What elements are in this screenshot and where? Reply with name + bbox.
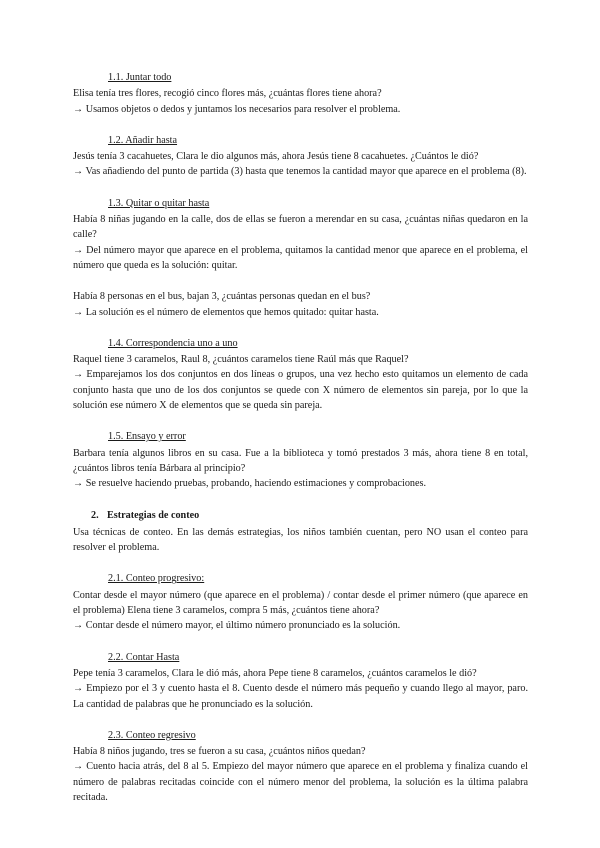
section-1-3 [73,196,528,320]
section-1-1 [73,70,528,117]
major-number: 2. [91,509,99,521]
problem-text: Raquel tiene 3 caramelos, Raul 8, ¿cuántos caramelos tiene Raúl más que Raquel? [73,354,409,366]
section-title: 1.2. Añadir hasta [108,134,178,146]
section-1-5 [73,429,528,491]
section-title: 2.1. Conteo progresivo: [108,573,205,585]
section-2-2 [73,650,528,712]
problem-text: Elisa tenía tres flores, recogió cinco flores más, ¿cuántas flores tiene ahora? [73,88,382,100]
explanation-text: → Se resuelve haciendo pruebas, probando, haciendo estimaciones y comprobaciones. [73,478,427,490]
explanation-text: → Empiezo por el 3 y cuento hasta el 8. Cuento desde el número más pequeño y cuando llego al mayor, paro. La cantidad de palabras que he pronunciado es la solución. [73,683,528,710]
explanation-text: → Del número mayor que aparece en el problema, quitamos la cantidad menor que aparece en el problema, el número que queda es la solución: quitar. [73,244,528,271]
major-intro: Usa técnicas de conteo. En las demás estrategias, los niños también cuentan, pero NO usan el conteo para resolver el problema. [73,526,528,554]
section-title: 1.1. Juntar todo [108,72,172,83]
section-1-2 [73,133,528,180]
problem-text: Había 8 personas en el bus, bajan 3, ¿cuántas personas quedan en el bus? [73,291,371,303]
section-title: 1.4. Correspondencia uno a uno [108,337,238,349]
section-2-3 [73,728,528,805]
section-2-1 [73,571,528,633]
explanation-text: → Cuento hacia atrás, del 8 al 5. Empiezo del mayor número que aparece en el problema y finaliza cuando el número de palabras recitadas coincide con el número menor del problema, la solución es la última palabra recitada. [73,761,528,803]
section-title: 2.2. Contar Hasta [108,651,180,663]
problem-text: Barbara tenía algunos libros en su casa. Fue a la biblioteca y tomó prestados 3 más, ahora tiene 8 en total, ¿cuántos libros tenía Bárbara al principio? [73,447,528,474]
major-title: Estrategias de conteo [107,509,200,521]
document-body [73,70,528,805]
explanation-text: → La solución es el número de elementos que hemos quitado: quitar hasta. [73,306,379,318]
explanation-text: → Usamos objetos o dedos y juntamos los necesarios para resolver el problema. [73,103,401,115]
problem-text: Contar desde el mayor número (que aparece en el problema) / contar desde el primer número (que aparece en el problema) Elena tiene 3 caramelos, compra 5 más, ¿cuántos tiene ahora? [73,589,528,617]
problem-text: Había 8 niños jugando, tres se fueron a su casa, ¿cuántos niños quedan? [73,746,366,758]
section-title: 1.5. Ensayo y error [108,431,186,443]
section-title: 1.3. Quitar o quitar hasta [108,197,210,209]
section-1-4 [73,336,528,413]
major-heading [91,508,528,523]
explanation-text: → Vas añadiendo del punto de partida (3) hasta que tenemos la cantidad mayor que aparece en el problema (8). [73,166,527,178]
explanation-text: → Emparejamos los dos conjuntos en dos líneas o grupos, una vez hecho esto quitamos un elemento de cada conjunto hasta que uno de los dos conjuntos se quede con X número de elementos sin pareja, por lo que la solución ese número X de elementos que se queda sin pareja. [73,369,528,412]
problem-text: Jesús tenía 3 cacahuetes, Clara le dio algunos más, ahora Jesús tiene 8 cacahuetes. ¿Cuántos le dió? [73,151,479,163]
explanation-text: → Contar desde el número mayor, el último número pronunciado es la solución. [73,620,401,632]
problem-text: Había 8 niñas jugando en la calle, dos de ellas se fueron a merendar en su casa, ¿cuántas niñas quedaron en la calle? [73,214,528,241]
major-section-2 [73,508,528,556]
problem-text: Pepe tenía 3 caramelos, Clara le dió más, ahora Pepe tiene 8 caramelos, ¿cuántos caramelos le dió? [73,667,477,679]
section-title: 2.3. Conteo regresivo [108,729,196,741]
